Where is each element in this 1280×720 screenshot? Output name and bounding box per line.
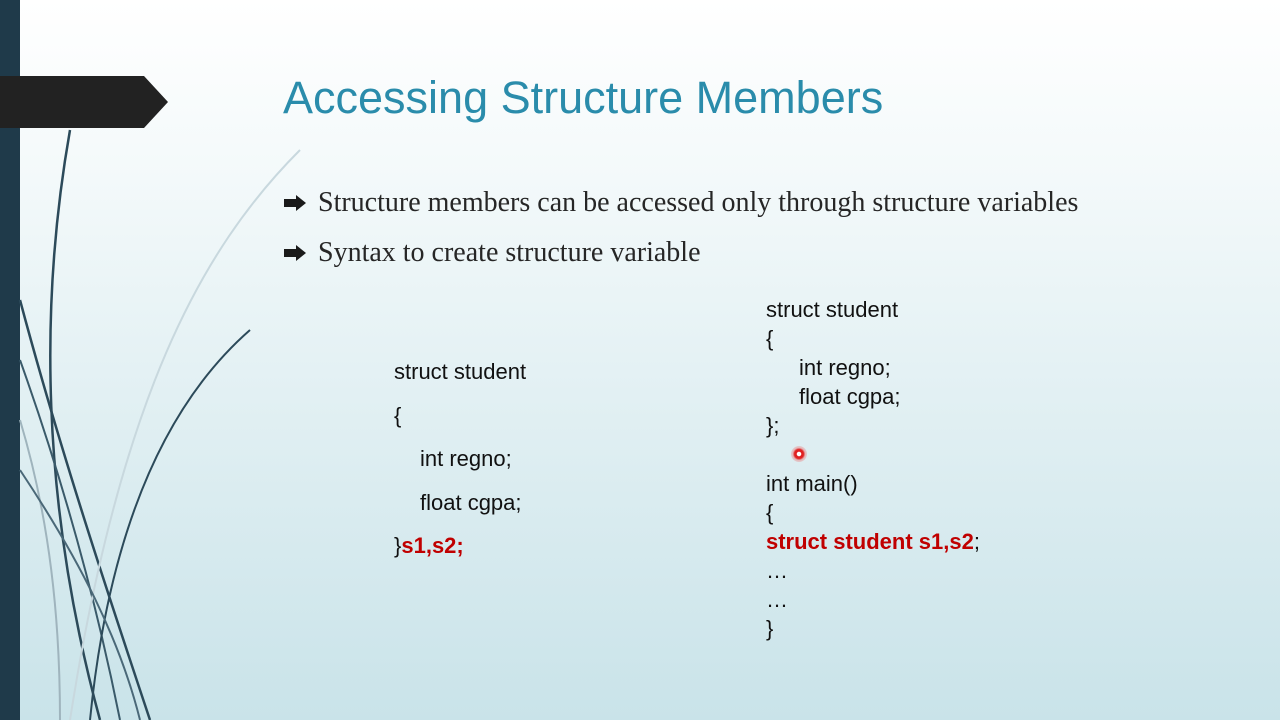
code-line	[766, 527, 980, 556]
code-line: …	[766, 558, 788, 583]
bullet-item	[284, 228, 1078, 278]
title-tab-shape	[0, 76, 168, 128]
closing-brace: }	[394, 533, 402, 558]
code-block-left	[394, 350, 526, 568]
bullet-item	[284, 178, 1078, 228]
struct-variable-declaration: struct student s1,s2	[766, 529, 974, 554]
bullet-list	[284, 178, 1078, 278]
code-line	[394, 481, 526, 525]
code-line	[394, 524, 526, 568]
code-line	[766, 353, 980, 382]
bullet-text: Structure members can be accessed only through structure variables	[318, 187, 1079, 218]
code-line	[394, 437, 526, 481]
code-text: float cgpa;	[420, 489, 522, 515]
code-line: …	[766, 587, 788, 612]
code-line: int main()	[766, 471, 858, 496]
code-text: int regno;	[799, 355, 891, 380]
code-line: };	[766, 413, 780, 438]
bullet-text: Syntax to create structure variable	[318, 237, 701, 268]
code-line: }	[766, 616, 774, 641]
slide-title: Accessing Structure Members	[283, 72, 884, 123]
code-text: float cgpa;	[799, 384, 901, 409]
struct-variables: s1,s2;	[401, 533, 464, 558]
laser-pointer-icon	[791, 446, 807, 462]
code-line: {	[766, 500, 774, 525]
arrow-bullet-icon	[284, 245, 306, 261]
code-line: {	[766, 326, 774, 351]
code-text: int regno;	[420, 446, 512, 471]
code-line: {	[394, 402, 402, 428]
code-line	[766, 382, 980, 411]
semicolon: ;	[973, 529, 980, 554]
arrow-bullet-icon	[284, 195, 306, 211]
code-block-right	[766, 295, 980, 643]
code-line: struct student	[394, 359, 527, 384]
code-line: struct student	[766, 297, 899, 322]
